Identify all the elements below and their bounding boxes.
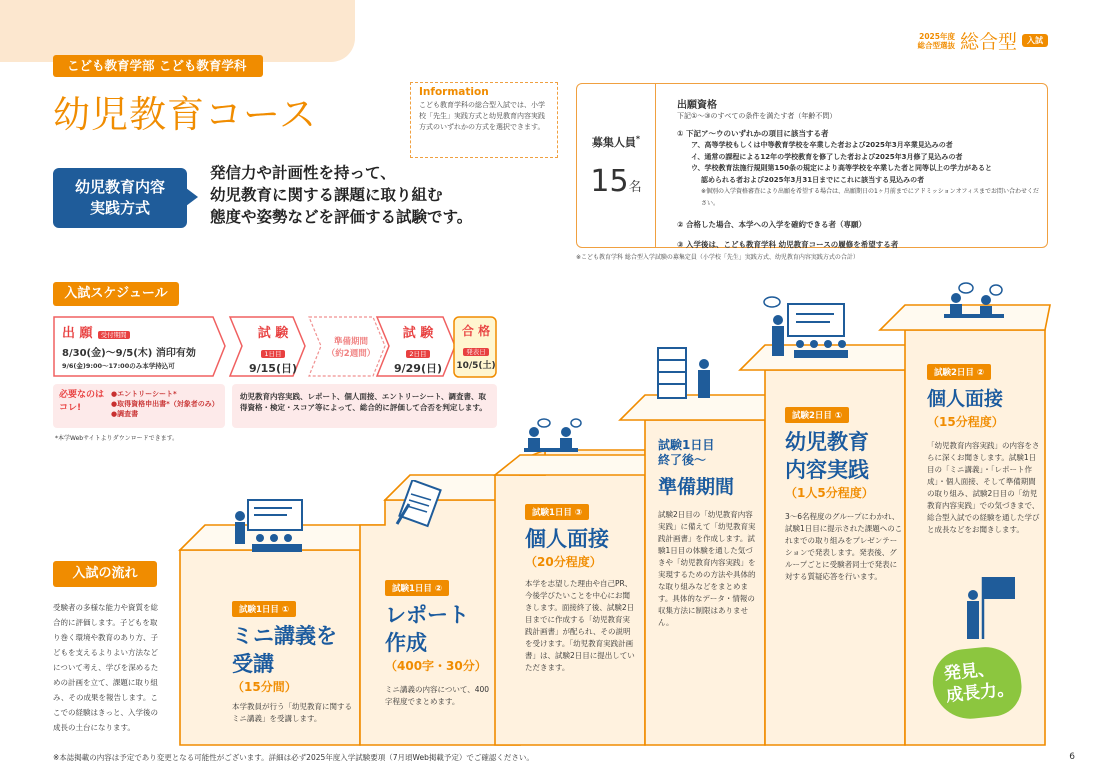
page-title: 幼児教育コース bbox=[53, 93, 318, 136]
step-4-tag-line2: 終了後～ bbox=[658, 453, 707, 467]
exam2-date: 9/29(日) bbox=[393, 362, 443, 375]
quota-panel bbox=[577, 84, 656, 247]
information-heading: Information bbox=[419, 86, 489, 98]
flag-person-icon bbox=[955, 573, 1025, 643]
step-5-sub: （1人5分程度） bbox=[785, 486, 874, 500]
method-label bbox=[53, 168, 187, 228]
footer-note: ※本誌掲載の内容は予定であり変更となる可能性がございます。詳細は必ず2025年度入学試験要項（7月頃Web掲載予定）でご確認ください。 bbox=[53, 753, 534, 762]
lecture-icon bbox=[232, 498, 307, 556]
step-1-sub: （15分間） bbox=[232, 680, 297, 694]
method-label-line2: 実践方式 bbox=[89, 199, 150, 217]
step-5-title-line2: 内容実践 bbox=[785, 458, 869, 482]
lead-line3: 態度や姿勢などを評価する試験です。 bbox=[210, 208, 473, 226]
quota-footnote: ※こども教育学科 総合型入学試験の募集定員（小学校「先生」実践方式、幼児教育内容実践方式の合計） bbox=[576, 254, 859, 261]
schedule-label: 入試スケジュール bbox=[53, 282, 179, 306]
needs-item-3: ●調査書 bbox=[111, 410, 139, 418]
step-2-sub: （400字・30分） bbox=[385, 659, 487, 673]
prep-sub: （約2週間） bbox=[326, 349, 376, 359]
requirement-1c-cont: 認められる者および2025年3月31日までにこれに該当する見込みの者 bbox=[701, 175, 925, 184]
requirements-heading: 出願資格 bbox=[677, 100, 717, 111]
apply-dates: 8/30(金)～9/5(木) 消印有効 bbox=[62, 348, 196, 359]
final-interview-icon bbox=[940, 282, 1010, 322]
needs-item-2: ●取得資格申出書*（対象者のみ） bbox=[111, 400, 219, 408]
needs-item-1: ●エントリーシート* bbox=[111, 390, 177, 398]
year-label: 2025年度 bbox=[919, 31, 955, 41]
exam2-badge: 2日目 bbox=[406, 350, 429, 358]
apply-sub: 9/6(金)9:00～17:00のみ本学持込可 bbox=[62, 362, 175, 370]
step-6-tag: 試験2日目 ② bbox=[927, 364, 991, 380]
apply-title: 出 願 bbox=[62, 326, 93, 341]
method-arrow bbox=[186, 188, 198, 206]
information-text: こども教育学科の総合型入試では、小学校「先生」実践方式と幼児教育内容実践方式のいずれかの方式を選択できます。 bbox=[419, 101, 545, 131]
result-date: 10/5(土) bbox=[456, 361, 496, 371]
method-label-line1: 幼児教育内容 bbox=[74, 178, 165, 196]
step-5-title-line1: 幼児教育 bbox=[785, 430, 869, 454]
requirement-note: ※個別の入学資格審査により出願を希望する場合は、出願期日の1ヶ月前までにアドミッションオフィスまでお問い合わせください。 bbox=[701, 188, 1039, 207]
step-1-title-line2: 受講 bbox=[232, 652, 274, 676]
step-6-title: 個人面接 bbox=[927, 388, 1004, 410]
step-3-title: 個人面接 bbox=[525, 527, 609, 551]
requirement-2: ② 合格した場合、本学への入学を確約できる者（専願） bbox=[677, 220, 866, 229]
result-title: 合 格 bbox=[461, 324, 491, 338]
requirements-intro: 下記①～③のすべての条件を満たす者（年齢不問） bbox=[677, 112, 837, 120]
requirement-1b: イ、通常の課程による12年の学校教育を修了した者および2025年3月修了見込みの者 bbox=[691, 152, 963, 161]
quota-label: 募集人員* bbox=[591, 134, 641, 149]
step-1-text: 本学教員が行う「幼児教育に関するミニ講義」を受講します。 bbox=[232, 702, 352, 723]
exam2-title: 試 験 bbox=[402, 326, 434, 341]
department-label: こども教育学部 こども教育学科 bbox=[53, 55, 263, 77]
step-4-title: 準備期間 bbox=[658, 476, 735, 498]
flow-text: 受験者の多様な能力や資質を総合的に評価します。子どもを取り巻く環境や教育のあり方、子どもを支えるよりよい方法などについて考え、学びを深めるための計画を立て、課題に取り組み、その成果を報告します。ここでの経験はきっと、入学後の成長の土台になります。 bbox=[53, 603, 159, 732]
step-4-tag-line1: 試験1日目 bbox=[658, 438, 715, 452]
flow-label: 入試の流れ bbox=[53, 561, 157, 587]
step-1 bbox=[232, 597, 352, 725]
step-4-text: 試験2日目の「幼児教育内容実践」に備えて「幼児教育実践計画書」を作成します。試験1日目の体験を通した気づきや「幼児教育内容実践」を実現するための方法や具体的な取り組みなどをまとめます。具体的なデータ・情報の収集方法に制限はありません。 bbox=[658, 510, 756, 627]
information-box bbox=[410, 82, 558, 158]
step-2-text: ミニ講義の内容について、400字程度でまとめます。 bbox=[385, 685, 490, 706]
requirement-1c: ウ、学校教育法施行規則第150条の規定により高等学校を卒業した者と同等以上の学力があると bbox=[691, 164, 993, 172]
needs-label: 必要なのは コレ! bbox=[59, 390, 105, 413]
step-3-text: 本学を志望した理由や自己PR、今後学びたいことを中心にお聞きします。面接終了後、試験2日目までに作成する「幼児教育実践計画書」が配られ、その説明を受けます。「幼児教育実践計画書」は、試験2日目に提出していただきます。 bbox=[525, 579, 635, 672]
exam-type-label bbox=[917, 27, 1048, 54]
method-lead bbox=[210, 162, 472, 228]
step-1-tag: 試験1日目 ① bbox=[232, 601, 296, 617]
step-1-title-line1: ミニ講義を bbox=[232, 624, 337, 648]
page-number: 6 bbox=[1069, 752, 1075, 762]
study-icon bbox=[656, 346, 722, 402]
step-2-title-line1: レポート bbox=[385, 603, 469, 627]
report-icon bbox=[395, 480, 443, 528]
step-5 bbox=[785, 403, 903, 583]
exam1-title: 試 験 bbox=[257, 326, 289, 341]
requirements-content bbox=[677, 96, 1039, 250]
step-3-sub: （20分程度） bbox=[525, 555, 602, 569]
step-3 bbox=[525, 500, 635, 674]
step-3-tag: 試験1日目 ③ bbox=[525, 504, 589, 520]
result-badge: 発表日 bbox=[463, 348, 489, 356]
step-6-text: 「幼児教育内容実践」の内容をさらに深くお聞きします。試験1日目の「ミニ講義」・「レポート作成」・個人面接、そして準備期間の取り組み、試験2日目の「幼児教育内容実践」での気づきまで、総合型入試での経験を通した学びと成長などをお聞きします。 bbox=[927, 441, 1040, 534]
requirement-1a: ア、高等学校もしくは中等教育学校を卒業した者および2025年3月卒業見込みの者 bbox=[691, 141, 953, 149]
evaluation-box: 幼児教育内容実践、レポート、個人面接、エントリーシート、調査書、取得資格・検定・スコア等によって、総合的に評価して合否を判定します。 bbox=[232, 384, 497, 428]
exam-type-badge: 入試 bbox=[1022, 34, 1048, 47]
exam-type-name: 総合型 bbox=[959, 31, 1017, 53]
step-6 bbox=[927, 360, 1043, 536]
step-4 bbox=[658, 438, 760, 629]
requirement-3: ③ 入学後は、こども教育学科 幼児教育コースの履修を希望する者 bbox=[677, 240, 899, 249]
step-5-tag: 試験2日目 ① bbox=[785, 407, 849, 423]
step-6-sub: （15分程度） bbox=[927, 415, 1004, 429]
needs-note: *本学Webサイトよりダウンロードできます。 bbox=[55, 435, 179, 442]
step-3-top bbox=[495, 455, 670, 475]
exam1-date: 9/15(日) bbox=[248, 362, 298, 375]
step-2-title-line2: 作成 bbox=[385, 631, 427, 655]
apply-badge: 受付期間 bbox=[98, 331, 130, 339]
requirement-1: ① 下記ア～ウのいずれかの項目に該当する者 bbox=[677, 129, 829, 138]
selection-label: 総合型選抜 bbox=[917, 40, 955, 50]
interview-icon bbox=[520, 418, 582, 454]
corner-decoration bbox=[0, 0, 355, 62]
step-2 bbox=[385, 576, 495, 708]
step-2-tag: 試験1日目 ② bbox=[385, 580, 449, 596]
prep-title: 準備期間 bbox=[333, 337, 368, 347]
goal-line2: 成長力。 bbox=[945, 679, 1015, 707]
quota-value: 15名 bbox=[590, 164, 642, 199]
lead-line2: 幼児教育に関する課題に取り組む bbox=[210, 186, 443, 204]
lead-line1: 発信力や計画性を持って、 bbox=[210, 164, 396, 182]
presentation-icon bbox=[760, 296, 855, 362]
exam1-badge: 1日目 bbox=[261, 350, 284, 358]
goal-line1: 発見、 bbox=[942, 659, 996, 685]
step-5-text: 3～6名程度のグループにわかれ、試験1日目に提示された課題へのこれまでの取り組みをプレゼンテーションで発表します。発表後、グループごとに受験者同士で発表に対する質疑応答を行います。 bbox=[785, 512, 903, 581]
